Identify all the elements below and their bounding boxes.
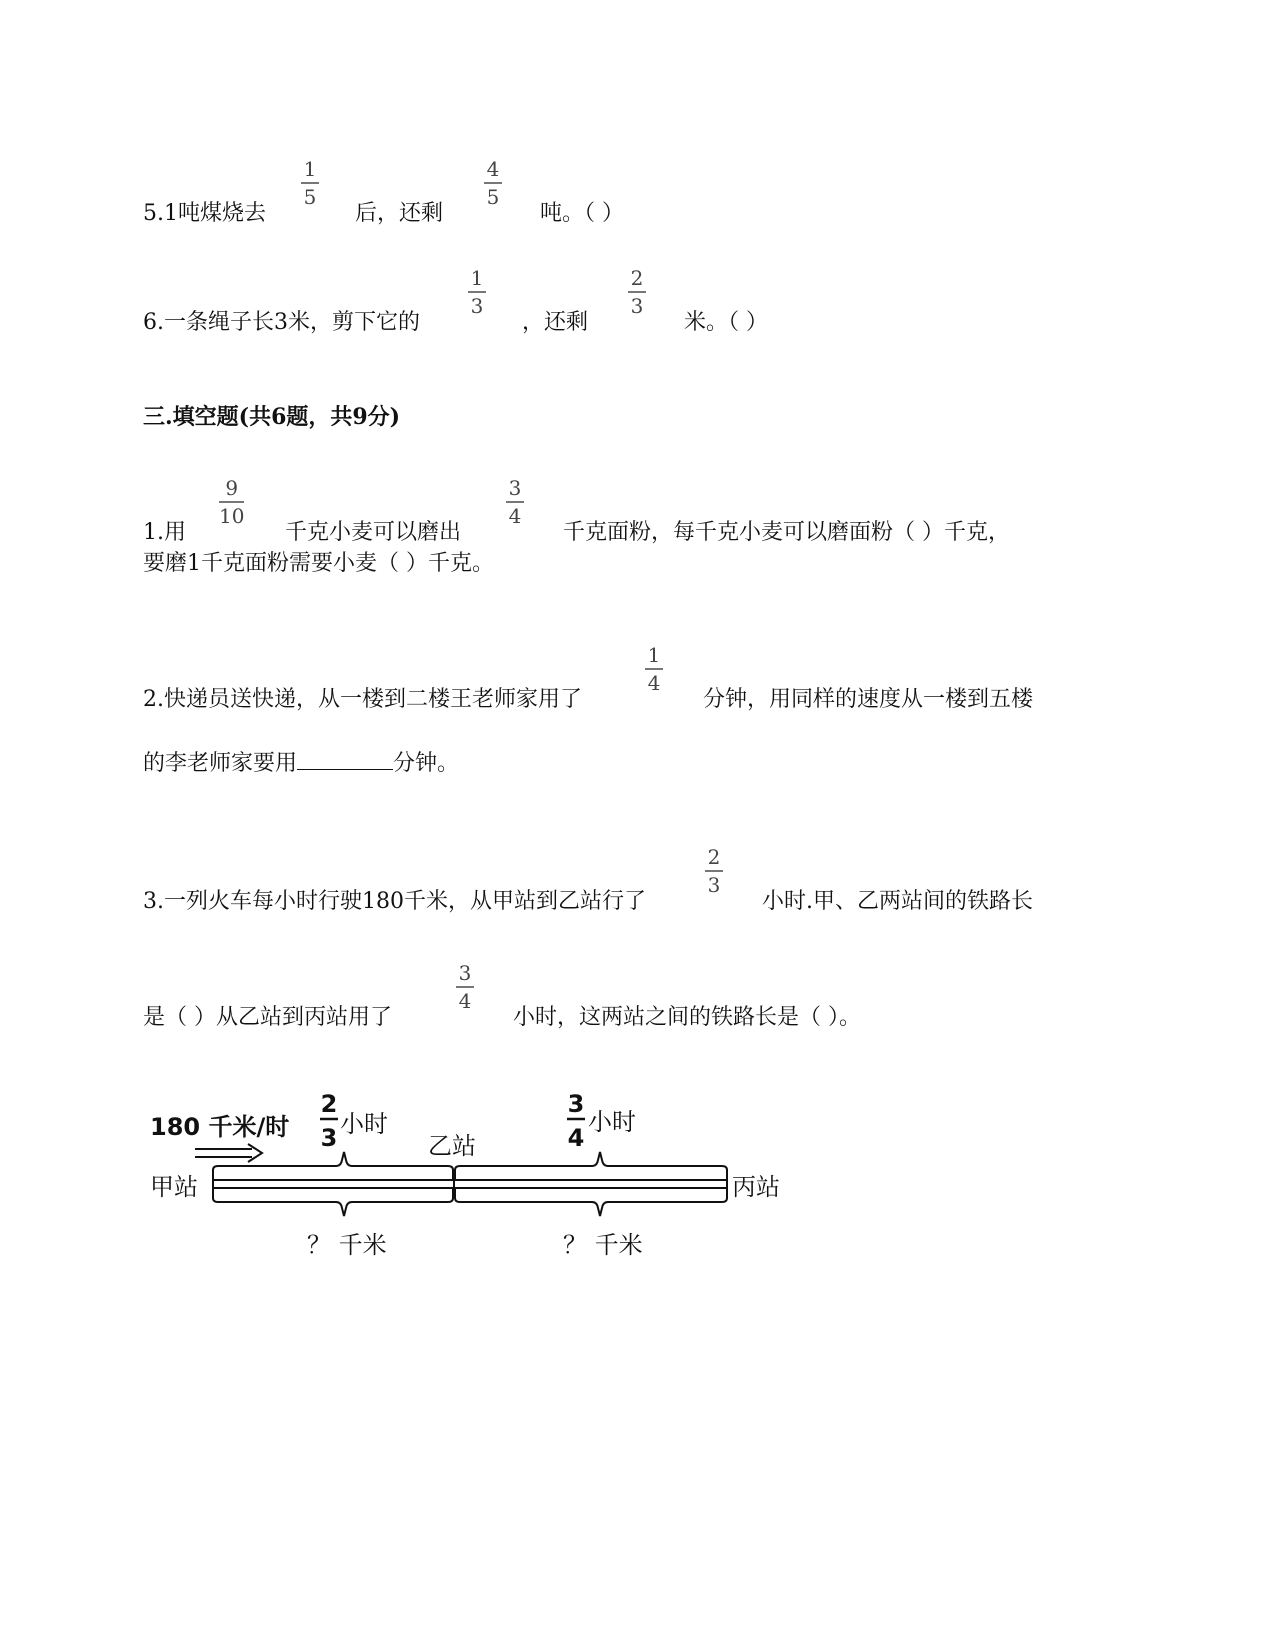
fq3-text-1: 3.一列火车每小时行驶180千米，从甲站到乙站行了 [143, 889, 646, 914]
speed-label: 180 千米/时 [150, 1113, 290, 1141]
fq3-text-line2a: 是（ ）从乙站到丙站用了 [143, 1005, 392, 1030]
q6-text-3: 米。（ ） [684, 310, 768, 335]
diagram-unit-left: 小时 [340, 1110, 388, 1138]
q5-text-1: 5.1吨煤烧去 [143, 201, 266, 226]
station-start-label: 甲站 [150, 1173, 198, 1201]
q5-text-3: 吨。（ ） [540, 201, 624, 226]
fq3-text-line2b: 小时，这两站之间的铁路长是（ ）。 [513, 1005, 861, 1030]
q6-text-2: ，还剩 [522, 310, 589, 335]
fq1-text-1: 1.用 [143, 520, 186, 545]
top-brace-right [455, 1152, 727, 1180]
bottom-brace-right [455, 1188, 727, 1216]
fq1-fraction-2: 3 4 [506, 477, 524, 527]
q5-fraction-1: 1 5 [301, 158, 319, 208]
station-mid-label: 乙站 [428, 1132, 476, 1160]
distance-left-label: ？ 千米 [307, 1231, 387, 1259]
fq2-line2 [143, 749, 459, 777]
fq3-fraction-2: 3 4 [456, 962, 474, 1012]
svg-text:4: 4 [567, 1124, 585, 1152]
answer-blank[interactable] [297, 749, 393, 770]
fq3-text-2: 小时.甲、乙两站间的铁路长 [762, 889, 1033, 914]
diagram-fraction-right [567, 1090, 585, 1152]
q5-text-2: 后，还剩 [355, 201, 444, 226]
bottom-brace-left [213, 1188, 453, 1216]
fq2-text-2: 分钟，用同样的速度从一楼到五楼 [703, 687, 1034, 712]
fq3-fraction-1: 2 3 [705, 846, 723, 896]
railway-diagram [140, 1080, 820, 1270]
svg-text:3: 3 [567, 1090, 585, 1118]
direction-arrow-icon [195, 1144, 262, 1162]
fq1-fraction-1: 9 10 [219, 476, 245, 528]
q6-fraction-1: 1 3 [468, 267, 486, 317]
diagram-unit-right: 小时 [588, 1108, 636, 1136]
fq1-text-2: 千克小麦可以磨出 [285, 520, 462, 545]
fq1-text-3: 千克面粉，每千克小麦可以磨面粉（ ）千克， [563, 520, 1010, 545]
railway-track [213, 1176, 727, 1194]
fq2-text-line2b: 分钟。 [393, 751, 460, 776]
fq2-text-1: 2.快递员送快递，从一楼到二楼王老师家用了 [143, 687, 582, 712]
svg-text:2: 2 [320, 1090, 338, 1118]
q5-fraction-2: 4 5 [484, 158, 502, 208]
distance-right-label: ？ 千米 [563, 1231, 643, 1259]
fq1-text-line2: 要磨1千克面粉需要小麦（ ）千克。 [143, 551, 494, 576]
q6-fraction-2: 2 3 [628, 267, 646, 317]
q6-text-1: 6.一条绳子长3米，剪下它的 [143, 310, 420, 335]
station-end-label: 丙站 [732, 1173, 780, 1201]
fq2-text-line2a: 的李老师家要用 [143, 751, 298, 776]
fq2-fraction-1: 1 4 [645, 644, 663, 694]
svg-text:3: 3 [320, 1124, 338, 1152]
section-heading: 三.填空题(共6题，共9分) [143, 404, 401, 430]
diagram-fraction-left [320, 1090, 338, 1152]
